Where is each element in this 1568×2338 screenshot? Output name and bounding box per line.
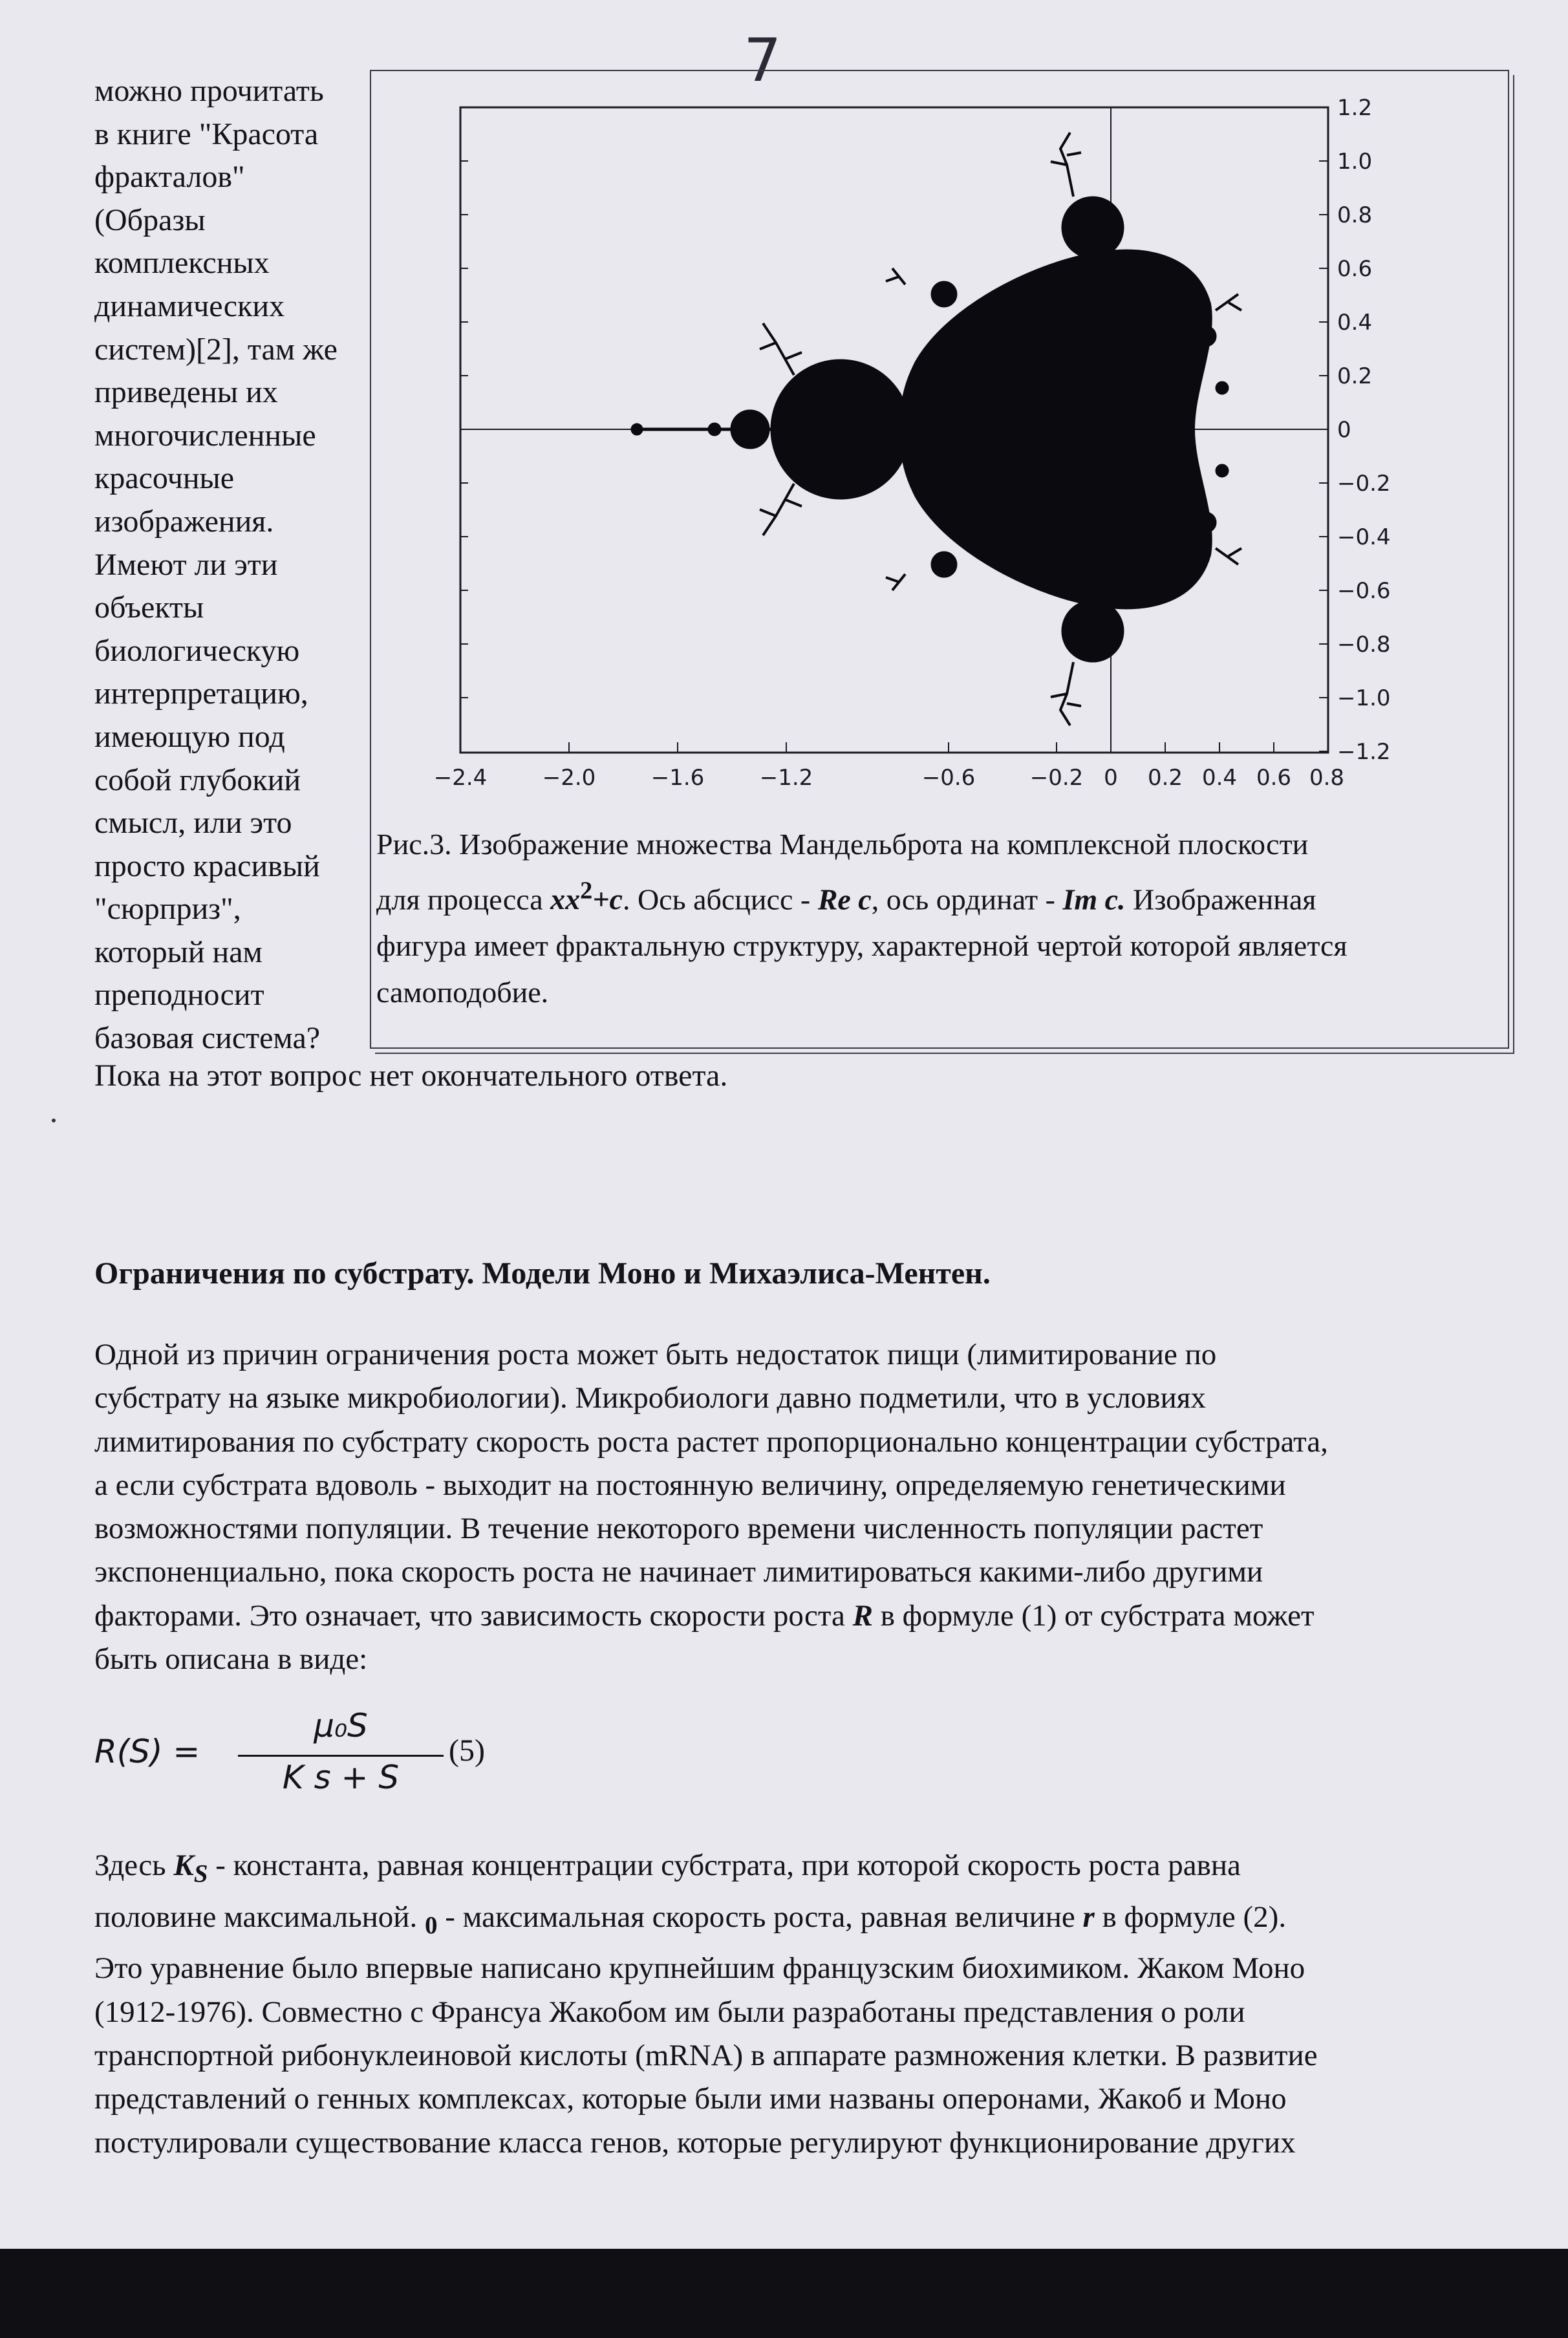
side-text-line: смысл, или это	[94, 806, 292, 841]
paragraph-line: факторами. Это означает, что зависимость скорости роста R в формуле (1) от субстрата может	[94, 1598, 1315, 1633]
side-text-line: можно прочитать	[94, 74, 324, 108]
formula-denominator: K s + S	[282, 1759, 400, 1796]
paragraph-line: а если субстрата вдоволь - выходит на постоянную величину, определяемую генетическими	[94, 1468, 1286, 1502]
x-tick-label: 0.6	[1256, 765, 1292, 791]
paragraph-line: быть описана в виде:	[94, 1642, 368, 1677]
paragraph-line: половине максимальной. $_0$ - максимальная скорость роста, равная величине r в формуле (2).	[94, 1900, 1287, 1940]
section-heading: Ограничения по субстрату. Модели Моно и Михаэлиса-Ментен.	[94, 1256, 991, 1291]
caption-line: Рис.3. Изображение множества Мандельброта на комплексной плоскости	[376, 828, 1309, 861]
x-tick-marks	[460, 742, 1328, 753]
y-tick-label: −0.6	[1337, 578, 1391, 604]
x-tick-label: −2.0	[542, 765, 596, 791]
side-text-line: который нам	[94, 934, 263, 969]
y-tick-label: −0.8	[1337, 632, 1391, 658]
paragraph-line: Это уравнение было впервые написано крупнейшим французским биохимиком. Жаком Моно	[94, 1951, 1305, 1986]
side-text-line: систем)[2], там же	[94, 332, 338, 367]
continuation-text: Пока на этот вопрос нет окончательного ответа.	[94, 1058, 728, 1093]
x-tick-labels	[434, 765, 1344, 791]
paragraph-line: (1912-1976). Совместно с Франсуа Жакобом им были разработаны представления о роли	[94, 1995, 1245, 2029]
side-text-line: биологическую	[94, 633, 300, 668]
formula-lhs: R(S) =	[94, 1733, 200, 1770]
y-tick-label: −0.4	[1337, 524, 1391, 550]
side-text-line: собой глубокий	[94, 762, 301, 797]
y-tick-label: 0.6	[1337, 256, 1373, 282]
x-tick-label: −0.6	[921, 765, 976, 791]
paragraph-substrate-limitation	[94, 1333, 1504, 1681]
paragraph-line: экспоненциально, пока скорость роста не начинает лимитироваться какими-либо другими	[94, 1555, 1263, 1589]
y-tick-label: −1.2	[1337, 739, 1391, 765]
x-tick-label: −1.6	[650, 765, 705, 791]
y-tick-label: 0.8	[1337, 202, 1373, 228]
paragraph-monod-explanation	[94, 1844, 1504, 2165]
x-tick-label: −1.2	[759, 765, 813, 791]
side-text-line: (Образы	[94, 202, 206, 237]
side-text-line: в книге "Красота	[94, 116, 319, 151]
paragraph-line: Здесь $K_S$ - константа, равная концентрации субстрата, при которой скорость роста равна	[94, 1849, 1241, 1888]
paragraph-line: возможностями популяции. В течение некоторого времени численность популяции растет	[94, 1512, 1263, 1546]
side-text-line: многочисленные	[94, 418, 316, 453]
y-tick-label: 1.0	[1337, 149, 1373, 175]
side-text-line: преподносит	[94, 978, 264, 1013]
y-tick-label: 0.4	[1337, 310, 1373, 336]
mandelbrot-figure	[0, 0, 1568, 808]
fraction-bar	[238, 1755, 444, 1757]
y-tick-label: −1.0	[1337, 685, 1391, 711]
side-text-line: имеющую под	[94, 719, 285, 754]
paragraph-line: лимитирования по субстрату скорость роста растет пропорционально концентрации субстрата,	[94, 1424, 1328, 1459]
paragraph-line: Одной из причин ограничения роста может быть недостаток пищи (лимитирование по	[94, 1338, 1217, 1371]
side-text-line: приведены их	[94, 375, 278, 410]
caption-line: фигура имеет фрактальную структуру, характерной чертой которой является	[376, 929, 1348, 963]
x-tick-label: −2.4	[433, 765, 488, 791]
y-tick-label: 0	[1337, 417, 1351, 443]
caption-line: для процесса $xx^2+c$. Ось абсцисс - Re c, ось ординат - Im c. Изображенная	[376, 877, 1316, 916]
scanner-edge-band	[0, 2249, 1568, 2338]
side-text-line: Имеют ли эти	[94, 547, 278, 582]
side-text-line: интерпретацию,	[94, 676, 308, 711]
side-text-line: красочные	[94, 461, 235, 496]
equation-number: (5)	[449, 1733, 485, 1768]
x-tick-label: 0.2	[1147, 765, 1183, 791]
paragraph-line: субстрату на языке микробиологии). Микробиологи давно подметили, что в условиях	[94, 1381, 1206, 1415]
paragraph-line: транспортной рибонуклеиновой кислоты (mRNA) в аппарате размножения клетки. В развитие	[94, 2038, 1318, 2072]
side-text-line: объекты	[94, 590, 204, 625]
side-text-line: фракталов"	[94, 160, 245, 195]
side-text-line: комплексных	[94, 246, 270, 281]
x-tick-label: 0.8	[1309, 765, 1345, 791]
y-tick-label: −0.2	[1337, 471, 1391, 497]
y-tick-label: 1.2	[1337, 95, 1373, 121]
x-tick-label: 0	[1104, 765, 1118, 791]
side-text-line: базовая система?	[94, 1021, 321, 1056]
x-tick-label: 0.4	[1201, 765, 1238, 791]
paragraph-line: представлений о генных комплексах, которые были ими названы оперонами, Жакоб и Моно	[94, 2082, 1287, 2116]
side-text-line: просто красивый	[94, 848, 320, 883]
caption-line: самоподобие.	[376, 976, 549, 1009]
monod-formula	[94, 1707, 485, 1804]
y-tick-label: 0.2	[1337, 363, 1373, 389]
handwritten-page-number: 7	[744, 26, 782, 95]
figure-caption	[376, 821, 1501, 1016]
side-text-line: "сюрприз",	[94, 892, 241, 927]
x-tick-label: −0.2	[1029, 765, 1084, 791]
side-text-line: динамических	[94, 288, 285, 323]
scan-speck	[52, 1119, 56, 1122]
mandelbrot-set-shape	[631, 133, 1241, 725]
y-tick-labels	[1337, 95, 1391, 765]
formula-numerator: μ₀S	[314, 1707, 368, 1744]
paragraph-line: постулировали существование класса генов, которые регулируют функционирование других	[94, 2125, 1296, 2160]
side-text-line: изображения.	[94, 504, 274, 539]
